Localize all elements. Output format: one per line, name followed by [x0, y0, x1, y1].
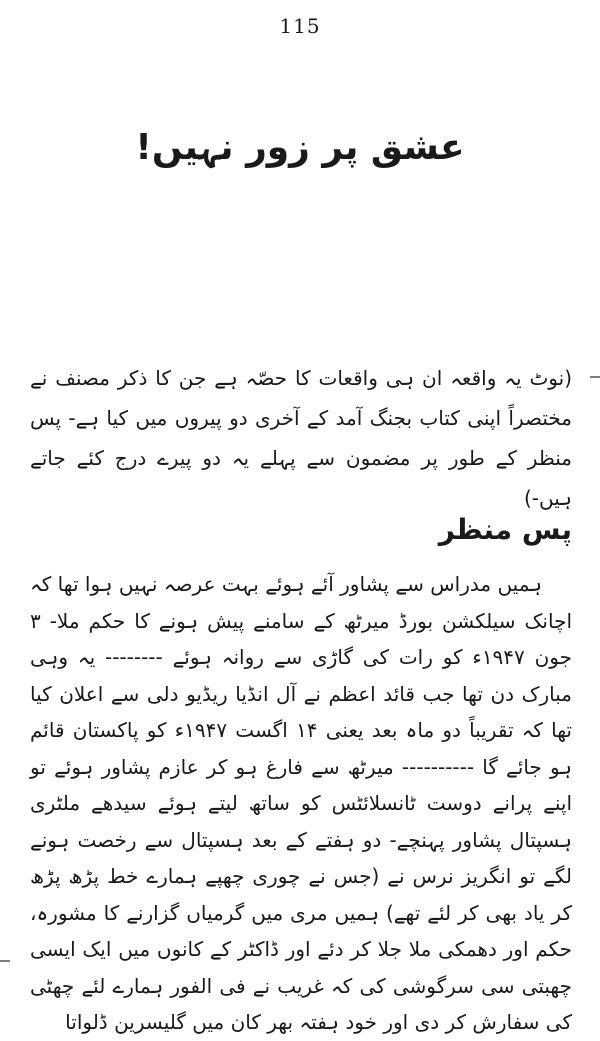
section-heading: پس منظر — [438, 513, 572, 546]
scan-edge-mark — [0, 960, 10, 962]
page-number: 115 — [279, 14, 321, 38]
author-note — [30, 358, 572, 518]
body-text — [30, 566, 572, 1041]
body-paragraph: ہمیں مدراس سے پشاور آئے ہوئے بہت عرصہ نہیں ہوا تھا کہ اچانک سیلکشن بورڈ میرٹھ کے سامنے پیش ہونے کا حکم ملا- ۳ جون ۱۹۴۷ء کو رات کی گاڑی سے روانہ ہوئے -------- یہ وہی مبارک دن تھا جب قائد اعظم نے آل انڈیا ریڈیو دلی سے اعلان کیا تھا کہ تقریباً دو ماہ بعد یعنی ۱۴ اگست ۱۹۴۷ء کو پاکستان قائم ہو جائے گا ---------- میرٹھ سے فارغ ہو کر عازم پشاور ہوئے تو اپنے پرانے دوست ٹانسلائٹس کو ساتھ لیتے ہوئے سیدھے ملٹری ہسپتال پشاور پہنچے- دو ہفتے کے بعد ہسپتال سے رخصت ہونے لگے تو انگریز نرس نے (جس نے چوری چھپے ہمارے خط پڑھ پڑھ کر یاد بھی کر لئے تھے) ہمیں مری میں گرمیاں گزارنے کا مشورہ، حکم اور دھمکی ملا جلا کر دئے اور ڈاکٹر کے کانوں میں ایک ایسی چھبتی سی سرگوشی کی کہ غریب نے فی الفور ہمارے لئے چھٹی کی سفارش کر دی اور خود ہفتہ بھر کان میں گلیسرین ڈلواتا — [30, 572, 572, 1034]
author-note-text: (نوٹ یہ واقعہ ان ہی واقعات کا حصّہ ہے جن کا ذکر مصنف نے مختصراً اپنی کتاب بجنگ آمد کے آخری دو پیروں میں کیا ہے- پس منظر کے طور پر مضمون سے پہلے یہ دو پیرے درج کئے جاتے ہیں-) — [30, 366, 572, 510]
chapter-title: عشق پر زور نہیں! — [135, 127, 465, 168]
scan-edge-mark — [590, 376, 600, 378]
